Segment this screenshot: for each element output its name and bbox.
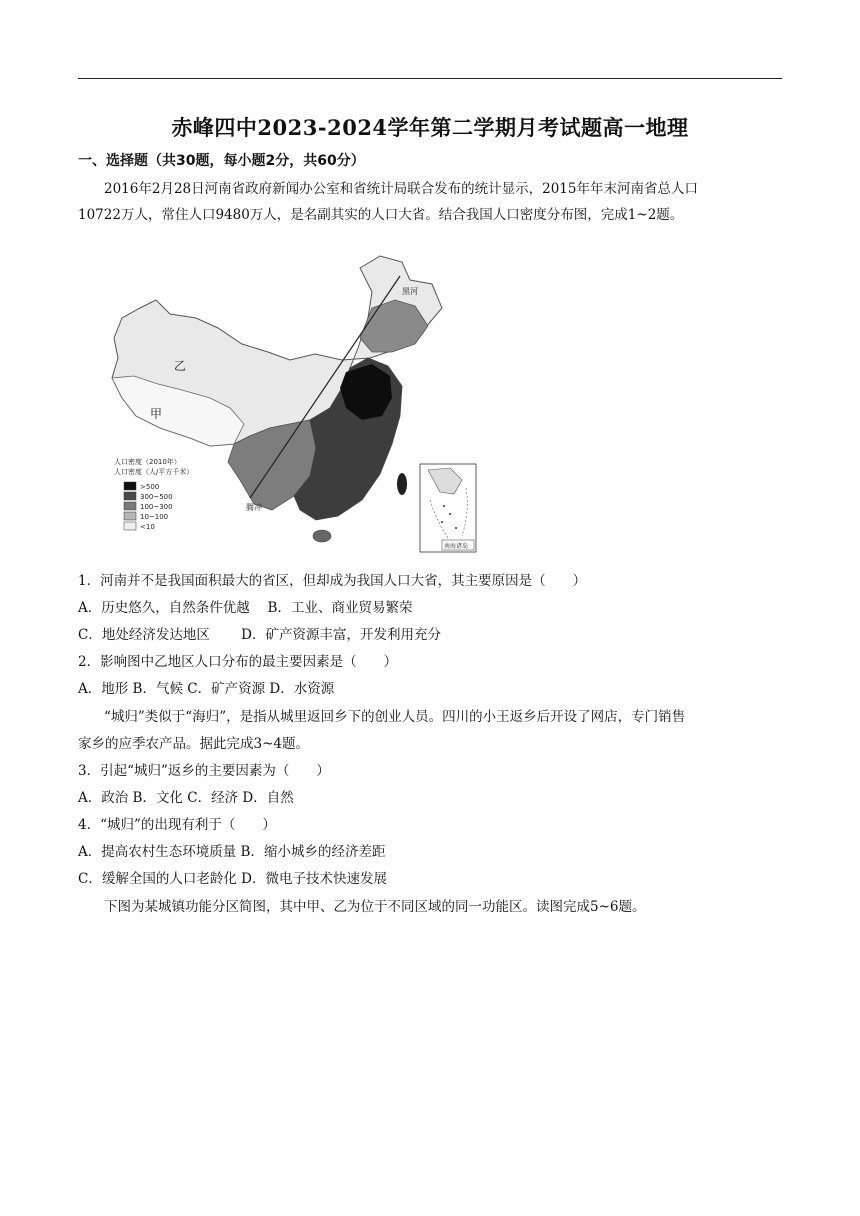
passage-2-line1: “城归”类似于“海归”，是指从城里返回乡下的创业人员。四川的小王返乡后开设了网店，专门销售 [104, 709, 686, 725]
legend-title1: 人口密度（2010年） [114, 458, 181, 466]
question-1-options-ab: A．历史悠久，自然条件优越 B．工业、商业贸易繁荣 [78, 600, 413, 616]
legend-item-4: 10~100 [140, 513, 169, 521]
question-4: 4．“城归”的出现有利于（ ） [78, 817, 276, 833]
intro-text-line2: 10722万人，常住人口9480万人，是名副其实的人口大省。结合我国人口密度分布图，完成1~2题。 [78, 207, 684, 223]
label-yi: 乙 [174, 359, 187, 373]
legend-swatch-5 [124, 522, 136, 530]
legend-item-1: >500 [140, 483, 160, 491]
passage-2-line2: 家乡的应季农产品。据此完成3~4题。 [78, 736, 309, 752]
legend-item-2: 300~500 [140, 493, 173, 501]
label-tengchong: 腾冲 [246, 503, 262, 512]
page-title: 赤峰四中2023-2024学年第二学期月考试题高一地理 [171, 115, 689, 140]
legend-swatch-3 [124, 502, 136, 510]
legend-item-3: 100~300 [140, 503, 173, 511]
legend-swatch-4 [124, 512, 136, 520]
map-hainan [313, 530, 331, 542]
question-2: 2．影响图中乙地区人口分布的最主要因素是（ ） [78, 654, 398, 670]
intro-text-line1: 2016年2月28日河南省政府新闻办公室和省统计局联合发布的统计显示，2015年年末河南省总人口 [104, 181, 698, 197]
legend-swatch-1 [124, 482, 136, 490]
label-jia: 甲 [150, 407, 163, 421]
map-legend [114, 457, 193, 531]
passage-3: 下图为某城镇功能分区简图，其中甲、乙为位于不同区域的同一功能区。读图完成5~6题。 [104, 899, 646, 915]
map-taiwan [397, 473, 407, 495]
legend-swatch-2 [124, 492, 136, 500]
question-4-options-ab: A．提高农村生态环境质量 B．缩小城乡的经济差距 [78, 844, 386, 860]
china-map-svg [110, 248, 490, 558]
question-2-options: A．地形 B．气候 C．矿产资源 D．水资源 [78, 681, 335, 697]
question-1: 1．河南并不是我国面积最大的省区，但却成为我国人口大省，其主要原因是（ ） [78, 573, 587, 589]
question-3-options: A．政治 B．文化 C．经济 D．自然 [78, 790, 294, 806]
south-china-sea-inset [420, 464, 476, 552]
question-3: 3．引起“城归”返乡的主要因素为（ ） [78, 763, 330, 779]
legend-title2: 人口密度（人/平方千米） [114, 468, 194, 476]
section-heading: 一、选择题（共30题，每小题2分，共60分） [78, 153, 365, 169]
question-1-options-cd: C．地处经济发达地区 D．矿产资源丰富，开发利用充分 [78, 627, 441, 643]
top-rule [78, 78, 782, 79]
inset-label: 南海诸岛 [444, 543, 469, 550]
question-4-options-cd: C．缓解全国的人口老龄化 D．微电子技术快速发展 [78, 871, 387, 887]
label-heihe: 黑河 [402, 287, 418, 296]
population-density-map [110, 248, 490, 558]
legend-item-5: <10 [140, 523, 155, 531]
